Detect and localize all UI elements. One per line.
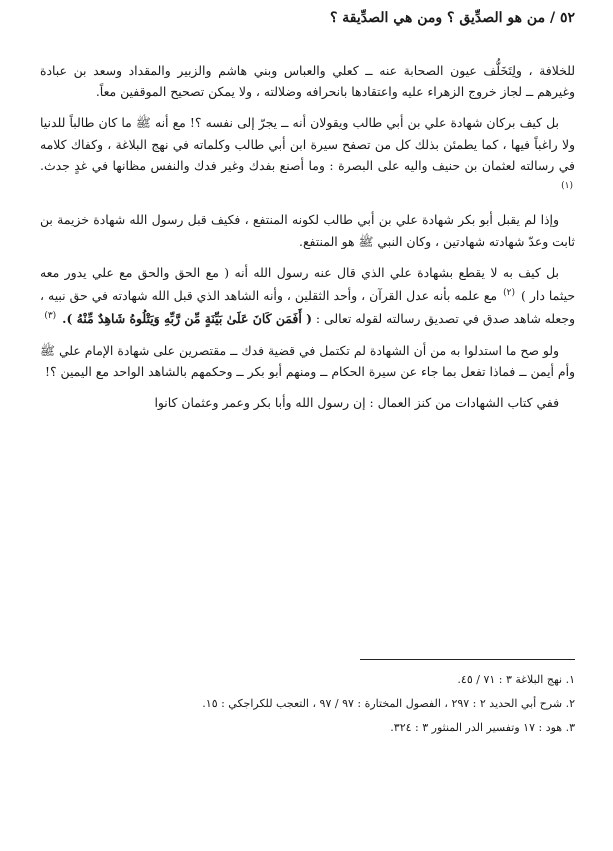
footnote-ref: (٣) [44, 311, 57, 322]
paragraph-text: بل كيف به لا يقطع بشهادة علي الذي قال عنه رسول الله أنه ( مع الحق والحق مع علي يدور معه حيثما دار ) [40, 264, 575, 304]
paragraph [40, 60, 575, 102]
paragraph-text: ولو صح ما استدلوا به من أن الشهادة لم تكتمل في قضية فدك ــ مقتصرين على شهادة الإمام علي ﷺ وأم أيمن ــ فماذا تفعل بما جاء عن سيرة الحكام ــ ومنهم أبو بكر ــ وحكمهم بالشاهد الواحد مع اليمين ؟! [40, 342, 575, 379]
footnotes [40, 668, 575, 740]
header-separator: / [549, 10, 556, 26]
paragraph [40, 392, 575, 413]
paragraph-text: ففي كتاب الشهادات من كنز العمال : إن رسول الله وأبا بكر وعمر وعثمان كانوا [154, 395, 559, 411]
paragraph-text: للخلافة ، ولِتَخَلُّف عيون الصحابة عنه ــ كعلي والعباس وبني هاشم والزبير والمقداد وسعد بن عبادة وغيرهم ــ لجاز خروج الزهراء عليه واعتقادها بانحرافه وضلالته ، ولا يمكن تصحيح الموقفين معاً. [40, 63, 575, 100]
paragraph [40, 262, 575, 330]
paragraph-text: مع علمه بأنه عدل القرآن ، وأحد الثقلين ، وأنه الشاهد الذي قبل الله شهادته في حق نبيه ، وجعله شاهد صدق في تصديق رسالته لقوله تعالى : [40, 288, 575, 327]
paragraph [40, 112, 575, 199]
paragraph-text: بل كيف بركان شهادة علي بن أبي طالب ويقولان أنه ــ يجرّ إلى نفسه ؟! مع أنه ﷺ ما كان طالباً للدنيا ولا راغباً فيها ، كما يطمئن بذلك كل من تصفح سيرة ابن أبي طالب وكلماته في نهج البلاغة ، وكفاك كلامه في رسالته لعثمان بن حنيف واليه على البصرة : وما أصنع بفدك وغير فدك والنفس مظانها في غدٍ جدث. [40, 115, 575, 173]
paragraph-text: وإذا لم يقبل أبو بكر شهادة علي بن أبي طالب لكونه المنتفع ، فكيف قبل رسول الله شهادة خزيمة بن ثابت وعدّ شهادته شهادتين ، وكان النبي ﷺ هو المنتفع. [40, 212, 575, 249]
quran-verse: ( أَفَمَن كَانَ عَلَىٰ بَيِّنَةٍ مِّن رَّبِّهِ وَيَتْلُوهُ شَاهِدٌ مِّنْهُ ). [62, 311, 312, 327]
footnote-item: ١. نهج البلاغة ٣ : ٧١ / ٤٥. [457, 673, 575, 686]
paragraph [40, 340, 575, 382]
footnote-item: ٣. هود : ١٧ وتفسير الدر المنثور ٣ : ٣٢٤. [390, 721, 575, 734]
page-number: ٥٢ [559, 10, 575, 26]
footnote-item: ٢. شرح أبي الحديد ٢ : ٢٩٧ ، الفصول المختارة : ٩٧ / ٩٧ ، التعجب للكراجكي : ١٥. [202, 697, 575, 710]
footnote-ref: (١) [561, 181, 573, 192]
chapter-title: من هو الصدِّيق ؟ ومن هي الصدِّيقة ؟ [330, 10, 546, 26]
body-text [40, 60, 575, 423]
footnote-divider [360, 659, 575, 660]
paragraph [40, 209, 575, 251]
footnote-ref: (٢) [503, 287, 515, 298]
running-header [40, 10, 575, 26]
